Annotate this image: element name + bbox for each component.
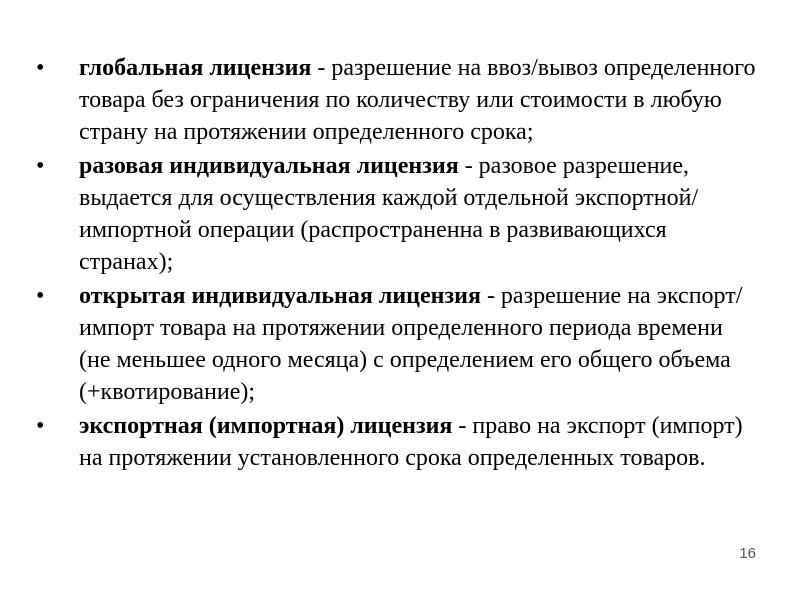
bullet-item-open-license <box>36 280 756 408</box>
term-one-time-license: разовая индивидуальная лицензия <box>79 153 459 179</box>
term-open-license: открытая индивидуальная лицензия <box>79 283 481 309</box>
definition-open-license: - разрешение на экспорт/импорт товара на протяжении определенного периода времени (не меньшее одного месяца) с определением его общего объема (+квотирование); <box>79 283 743 405</box>
bullet-item-export-import-license <box>36 410 756 474</box>
bullet-item-one-time-license <box>36 150 756 278</box>
term-export-import-license: экспортная (импортная) лицензия <box>79 413 453 439</box>
bullet-dot-icon: • <box>36 153 45 179</box>
page-number: 16 <box>739 545 756 562</box>
definition-export-import-license: - право на экспорт (импорт) на протяжении установленного срока определенных товаров. <box>79 413 743 471</box>
bullet-item-global-license <box>36 52 756 148</box>
term-global-license: глобальная лицензия <box>79 55 312 81</box>
definition-one-time-license: - разовое разрешение, выдается для осуществления каждой отдельной экспортной/импортной операции (распространенна в развивающихся странах); <box>79 153 699 275</box>
bullet-list <box>36 52 756 476</box>
bullet-dot-icon: • <box>36 413 45 439</box>
bullet-dot-icon: • <box>36 283 45 309</box>
definition-global-license: - разрешение на ввоз/вывоз определенного товара без ограничения по количеству или стоимости в любую страну на протяжении определенного срока; <box>79 55 756 145</box>
bullet-dot-icon: • <box>36 55 45 81</box>
